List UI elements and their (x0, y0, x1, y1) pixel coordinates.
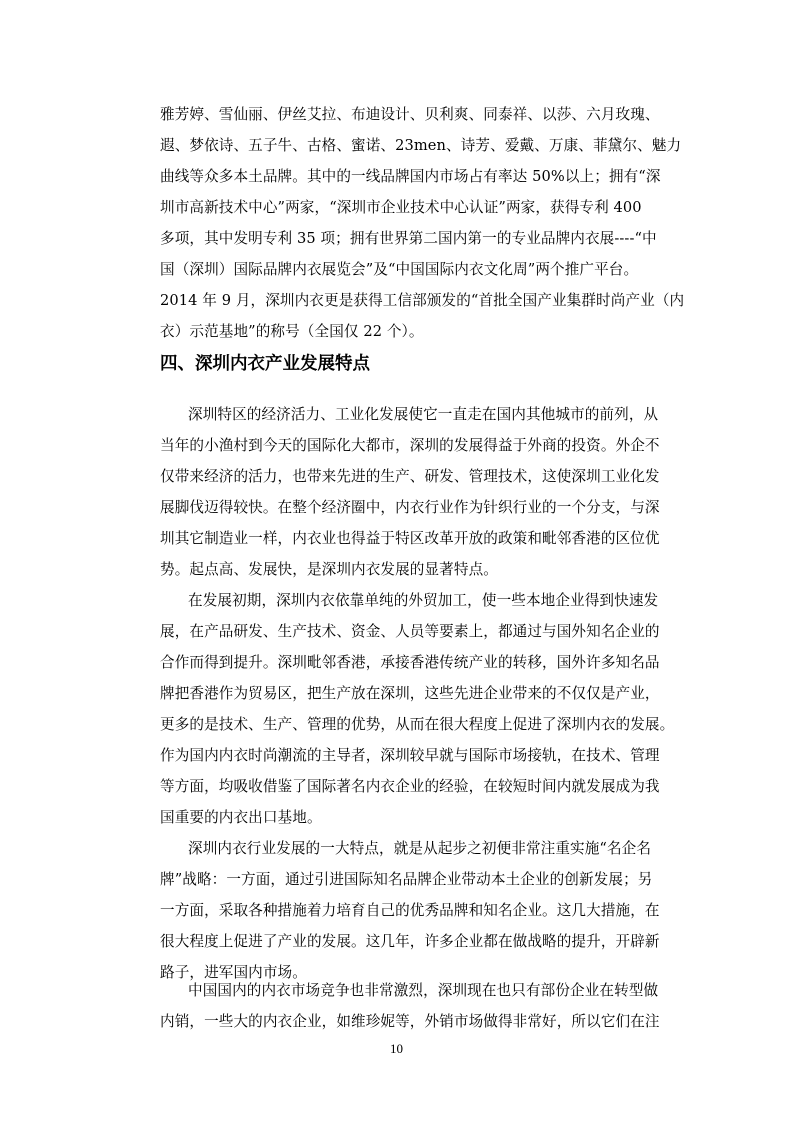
text-line: 合作而得到提升。深圳毗邻香港，承接香港传统产业的转移，国外许多知名品 (160, 654, 660, 671)
text-line: 当年的小渔村到今天的国际化大都市，深圳的发展得益于外商的投资。外企不 (160, 437, 660, 454)
text-line: 展脚伐迈得较快。在整个经济圈中，内衣行业作为针织行业的一个分支，与深 (160, 499, 660, 516)
text-line: 国重要的内衣出口基地。 (160, 809, 322, 826)
text-line: 牌”战略：一方面，通过引进国际知名品牌企业带动本土企业的创新发展；另 (160, 871, 653, 888)
text-line: 中国国内的内衣市场竞争也非常激烈，深圳现在也只有部份企业在转型做 (188, 982, 659, 999)
text-line: 一方面，采取各种措施着力培育自己的优秀品牌和知名企业。这几大措施，在 (160, 902, 660, 919)
text-line: 2014 年 9 月，深圳内衣更是获得工信部颁发的“首批全国产业集群时尚产业（内 (160, 292, 685, 309)
section-heading: 四、深圳内衣产业发展特点 (160, 354, 370, 374)
text-line: 作为国内内衣时尚潮流的主导者，深圳较早就与国际市场接轨，在技术、管理 (160, 747, 660, 764)
text-line: 国（深圳）国际品牌内衣展览会”及“中国国际内衣文化周”两个推广平台。 (160, 261, 639, 278)
text-line: 圳其它制造业一样，内衣业也得益于特区改革开放的政策和毗邻香港的区位优 (160, 530, 660, 547)
text-line: 雅芳婷、雪仙丽、伊丝艾拉、布迪设计、贝利爽、同泰祥、以莎、六月玫瑰、 (160, 106, 660, 123)
text-line: 多项，其中发明专利 35 项；拥有世界第二国内第一的专业品牌内衣展----“中 (160, 230, 657, 247)
text-line: 更多的是技术、生产、管理的优势，从而在很大程度上促进了深圳内衣的发展。 (160, 716, 675, 733)
text-line: 在发展初期，深圳内衣依靠单纯的外贸加工，使一些本地企业得到快速发 (188, 592, 659, 609)
text-line: 衣）示范基地”的称号（全国仅 22 个）。 (160, 323, 424, 340)
text-line: 圳市高新技术中心”两家，“深圳市企业技术中心认证”两家，获得专利 400 (160, 199, 642, 216)
text-line: 很大程度上促进了产业的发展。这几年，许多企业都在做战略的提升，开辟新 (160, 933, 660, 950)
text-line: 牌把香港作为贸易区，把生产放在深圳，这些先进企业带来的不仅仅是产业， (160, 685, 660, 702)
text-line: 深圳内衣行业发展的一大特点，就是从起步之初便非常注重实施“名企名 (188, 840, 652, 857)
text-line: 仅带来经济的活力，也带来先进的生产、研发、管理技术，这使深圳工业化发 (160, 468, 660, 485)
page-number: 10 (390, 1041, 403, 1056)
text-line: 遐、梦依诗、五子牛、古格、蜜诺、23men、诗芳、爱戴、万康、菲黛尔、魅力 (160, 137, 682, 154)
text-line: 势。起点高、发展快，是深圳内衣发展的显著特点。 (160, 561, 498, 578)
text-line: 内销，一些大的内衣企业，如维珍妮等，外销市场做得非常好，所以它们在注 (160, 1013, 660, 1030)
text-line: 路子，进军国内市场。 (160, 964, 307, 981)
text-line: 展，在产品研发、生产技术、资金、人员等要素上，都通过与国外知名企业的 (160, 623, 660, 640)
text-line: 深圳特区的经济活力、工业化发展使它一直走在国内其他城市的前列，从 (188, 406, 659, 423)
text-line: 曲线等众多本土品牌。其中的一线品牌国内市场占有率达 50%以上；拥有“深 (160, 168, 661, 185)
text-line: 等方面，均吸收借鉴了国际著名内衣企业的经验，在较短时间内就发展成为我 (160, 778, 660, 795)
